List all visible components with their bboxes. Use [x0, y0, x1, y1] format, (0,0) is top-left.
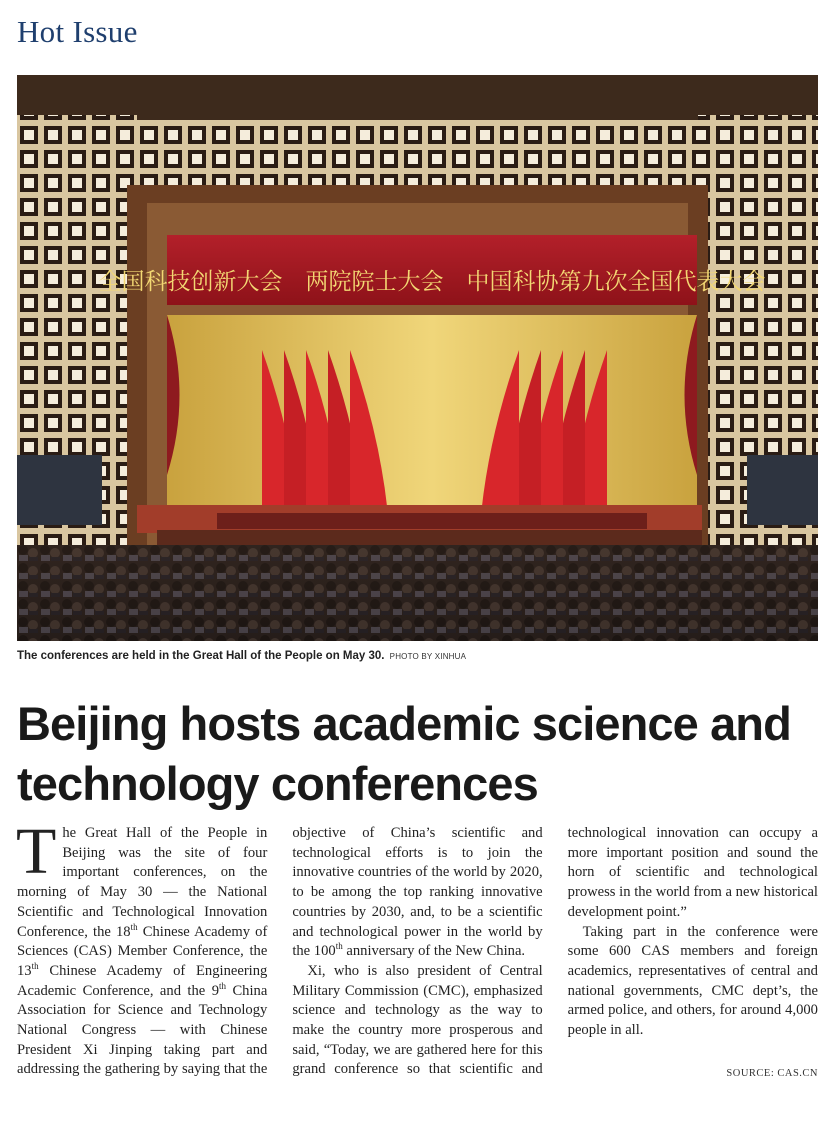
p1-text-d: China Association for Science and Technology National Congress — with Chinese President Xi Jinping taking part and addressing the gathering by saying that the objective of China’s scientific and technological efforts is to join the innovative countries of the world by 2020, to be among the top ranking innovative countries by 2030, and, to be a scientific and technological power in the world by the 100 — [17, 825, 543, 1078]
conference-photo — [17, 75, 818, 641]
ordinal-sup: th — [219, 980, 227, 991]
p1-text-a: he Great Hall of the People in Beijing was the site of four important conferences, on the morning of May 30 — the National Scientific and Technological Innovation Conference, the 18 — [17, 825, 268, 940]
article-body — [16, 815, 818, 1094]
photo-credit: PHOTO BY XINHUA — [389, 652, 467, 661]
p1-text-e: anniversary of the New China. — [342, 943, 526, 960]
drop-cap: T — [16, 815, 57, 888]
ordinal-sup: th — [130, 921, 138, 932]
article-source: SOURCE: CAS.CN — [726, 1068, 818, 1079]
section-label: Hot Issue — [17, 14, 138, 49]
article-headline: Beijing hosts academic science and technology conferences — [17, 697, 791, 810]
photo-caption — [17, 650, 818, 662]
p1-text-b: Chinese Academy of Sciences (CAS) Member Conference, the 13 — [17, 923, 268, 979]
paragraph-2: Xi, who is also president of Central Military Commission (CMC), emphasized science and technology as the way to make the country more prosperous and said, “Today, we are gathered here for this grand conference so that scientific and technological innovation can occupy a more important position and sound the horn of scientific and technological prowess in the world from a new historical development point.” — [292, 825, 818, 1078]
paragraph-3: Taking part in the conference were some 600 CAS members and foreign academics, representatives of central and national governments, CMC dept’s, the armed police, and others, for around 4,000 people in all. — [567, 923, 818, 1039]
caption-text: The conferences are held in the Great Hall of the People on May 30. — [17, 650, 385, 662]
ordinal-sup: th — [335, 941, 343, 952]
ordinal-sup: th — [31, 961, 39, 972]
p1-text-c: Chinese Academy of Engineering Academic Conference, and the 9 — [17, 962, 268, 999]
banner-text: 全国科技创新大会 两院院士大会 中国科协第九次全国代表大会 — [98, 269, 766, 295]
